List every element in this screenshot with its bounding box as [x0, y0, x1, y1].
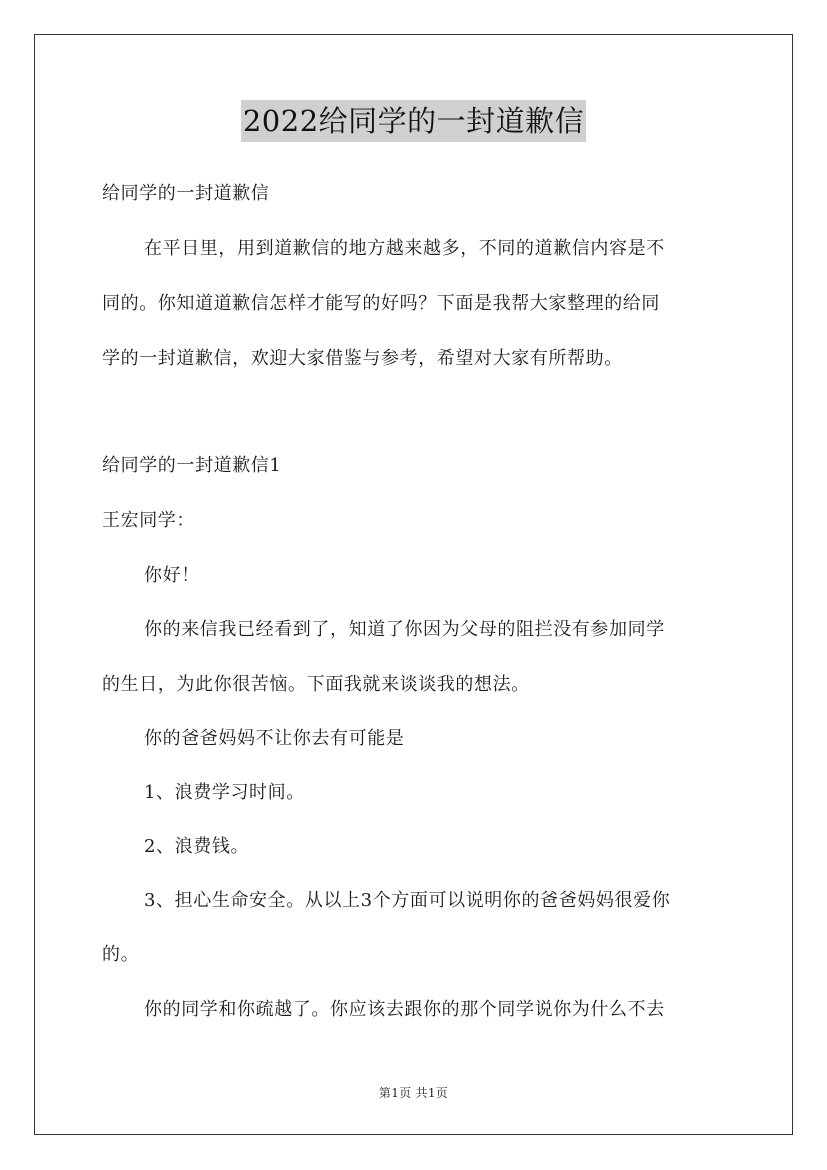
paragraph-line: 学的一封道歉信，欢迎大家借鉴与参考，希望对大家有所帮助。: [102, 348, 623, 369]
paragraph-line: 你的来信我已经看到了，知道了你因为父母的阻拦没有参加同学: [144, 619, 665, 640]
list-item: 1、浪费学习时间。: [144, 782, 305, 803]
paragraph-line: 的生日，为此你很苦恼。下面我就来谈谈我的想法。: [102, 674, 530, 695]
page-number-footer: 第1页 共1页: [378, 1086, 449, 1100]
paragraph-line: 在平日里，用到道歉信的地方越来越多，不同的道歉信内容是不: [144, 238, 665, 259]
salutation-line: 王宏同学：: [102, 510, 195, 531]
section-heading: 给同学的一封道歉信1: [102, 455, 282, 476]
greeting-line: 你好！: [144, 565, 200, 586]
subtitle-line: 给同学的一封道歉信: [102, 183, 270, 204]
document-title: 2022给同学的一封道歉信: [241, 100, 586, 142]
list-item: 2、浪费钱。: [144, 836, 250, 857]
paragraph-line: 你的同学和你疏越了。你应该去跟你的那个同学说你为什么不去: [144, 999, 665, 1020]
paragraph-line: 你的爸爸妈妈不让你去有可能是: [144, 728, 405, 749]
paragraph-line: 同的。你知道道歉信怎样才能写的好吗？下面是我帮大家整理的给同: [102, 293, 660, 314]
list-item: 3、担心生命安全。从以上3个方面可以说明你的爸爸妈妈很爱你: [144, 890, 671, 911]
title-container: [0, 100, 827, 142]
paragraph-line: 的。: [102, 944, 140, 965]
